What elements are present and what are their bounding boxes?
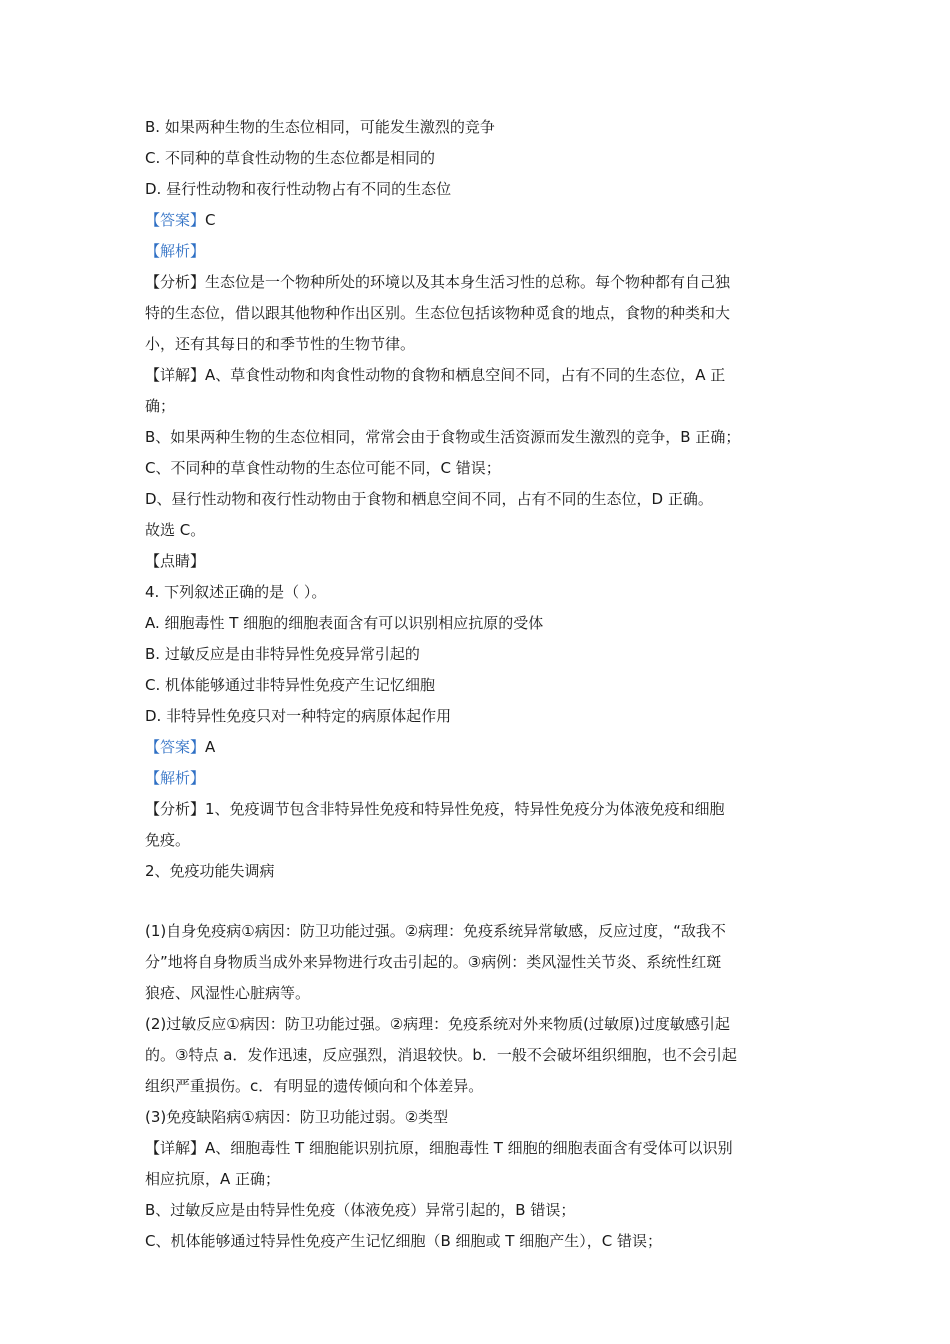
q3-answer [145,205,815,236]
q4-disorder-line: 狼疮、风湿性心脏病等。 [145,984,311,1002]
q4-option-d: D. 非特异性免疫只对一种特定的病原体起作用 [145,707,452,725]
q3-xiangjie-line: B、如果两种生物的生态位相同，常常会由于食物或生活资源而发生激烈的竞争，B 正确； [145,428,741,446]
q4-fenxi-line: 2、免疫功能失调病 [145,862,275,880]
q3-xiangjie-line: 确； [145,397,176,415]
q3-xiangjie-line: C、不同种的草食性动物的生态位可能不同，C 错误； [145,459,501,477]
q4-xiangjie-line: 【详解】A、细胞毒性 T 细胞能识别抗原，细胞毒性 T 细胞的细胞表面含有受体可以识别 [145,1139,733,1157]
q3-fenxi-line: 【分析】生态位是一个物种所处的环境以及其本身生活习性的总称。每个物种都有自己独 [145,273,731,291]
document-page [145,112,815,1257]
answer-tag: 【答案】 [145,738,206,756]
answer-tag: 【答案】 [145,211,206,229]
q4-option-a: A. 细胞毒性 T 细胞的细胞表面含有可以识别相应抗原的受体 [145,614,544,632]
q3-xiangjie-line: 故选 C。 [145,521,206,539]
q4-option-b: B. 过敏反应是由非特异性免疫异常引起的 [145,645,420,663]
q4-analysis-tag: 【解析】 [145,769,206,787]
q4-option-c: C. 机体能够通过非特异性免疫产生记忆细胞 [145,676,436,694]
q3-xiangjie-line: D、昼行性动物和夜行性动物由于食物和栖息空间不同，占有不同的生态位，D 正确。 [145,490,713,508]
q3-option-c: C. 不同种的草食性动物的生态位都是相同的 [145,149,436,167]
q4-disorder-line: (3)免疫缺陷病①病因：防卫功能过弱。②类型 [145,1108,449,1126]
blank-gap [145,887,815,916]
q4-disorder-line: 组织严重损伤。c．有明显的遗传倾向和个体差异。 [145,1077,484,1095]
q3-fenxi-line: 小，还有其每日的和季节性的生物节律。 [145,335,416,353]
q4-xiangjie-line: B、过敏反应是由特异性免疫（体液免疫）异常引起的，B 错误； [145,1201,576,1219]
q4-disorder-line: 的。③特点 a．发作迅速，反应强烈，消退较快。b．一般不会破坏组织细胞，也不会引起 [145,1046,737,1064]
q4-xiangjie-line: C、机体能够通过特异性免疫产生记忆细胞（B 细胞或 T 细胞产生），C 错误； [145,1232,662,1250]
q3-fenxi-line: 特的生态位，借以跟其他物种作出区别。生态位包括该物种觅食的地点，食物的种类和大 [145,304,731,322]
q3-option-b: B. 如果两种生物的生态位相同，可能发生激烈的竞争 [145,118,495,136]
q3-option-d: D. 昼行性动物和夜行性动物占有不同的生态位 [145,180,452,198]
q3-dianjing: 【点睛】 [145,552,206,570]
q4-fenxi-line: 免疫。 [145,831,191,849]
q4-disorder-line: (1)自身免疫病①病因：防卫功能过强。②病理：免疫系统异常敏感，反应过度，“敌我不 [145,922,726,940]
q4-disorder-line: (2)过敏反应①病因：防卫功能过强。②病理：免疫系统对外来物质(过敏原)过度敏感引起 [145,1015,730,1033]
q4-xiangjie-line: 相应抗原，A 正确； [145,1170,281,1188]
q3-analysis-tag: 【解析】 [145,242,206,260]
answer-value: C [205,211,216,229]
q4-disorder-line: 分”地将自身物质当成外来异物进行攻击引起的。③病例：类风湿性关节炎、系统性红斑 [145,953,722,971]
q4-answer [145,732,815,763]
answer-value: A [205,738,216,756]
q4-stem: 4. 下列叙述正确的是（ ）。 [145,583,327,601]
q3-xiangjie-line: 【详解】A、草食性动物和肉食性动物的食物和栖息空间不同，占有不同的生态位，A 正 [145,366,726,384]
q4-fenxi-line: 【分析】1、免疫调节包含非特异性免疫和特异性免疫，特异性免疫分为体液免疫和细胞 [145,800,725,818]
